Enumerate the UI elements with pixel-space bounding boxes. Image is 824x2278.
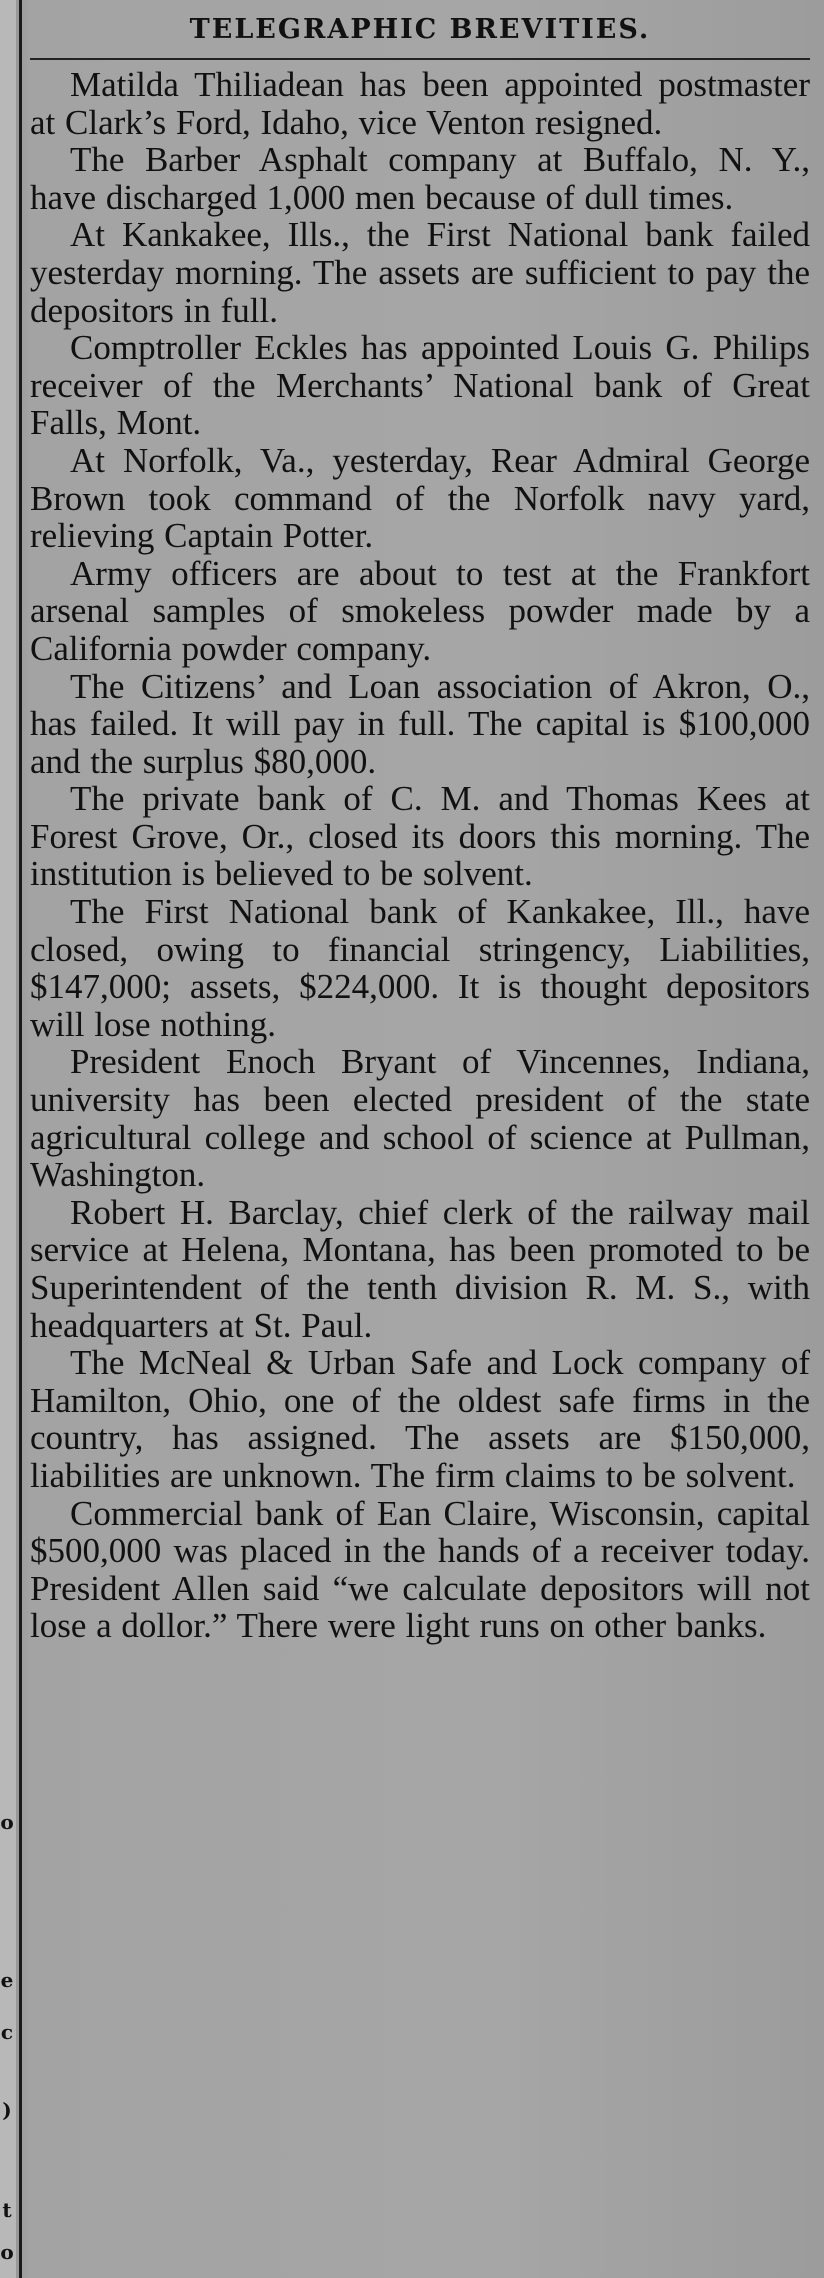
adjacent-column-fragments bbox=[0, 0, 16, 2278]
article-column bbox=[30, 0, 810, 1645]
news-item: The Citizens’ and Loan association of Akron, O., has failed. It will pay in full. The capital is $100,000 and the surplus $80,000. bbox=[30, 666, 810, 781]
news-item: Robert H. Barclay, chief clerk of the railway mail service at Helena, Montana, has been promoted to be Superintendent of the tenth division R. M. S., with headquarters at St. Paul. bbox=[30, 1192, 810, 1345]
gutter-fragment: o bbox=[0, 2240, 14, 2264]
gutter-fragment: e bbox=[0, 1968, 14, 1992]
news-item: The Barber Asphalt company at Buffalo, N. Y., have discharged 1,000 men because of dull times. bbox=[30, 140, 810, 217]
news-item: Matilda Thiliadean has been appointed postmaster at Clark’s Ford, Idaho, vice Venton resigned. bbox=[30, 65, 810, 142]
column-rule bbox=[19, 0, 22, 2278]
gutter-fragment: ) bbox=[2, 2098, 12, 2122]
news-item: The First National bank of Kankakee, Ill., have closed, owing to financial stringency, Liabilities, $147,000; assets, $224,000. It is thought depositors will lose nothing. bbox=[30, 892, 810, 1044]
gutter-fragment: c bbox=[0, 2020, 14, 2044]
article-headline: TELEGRAPHIC BREVITIES. bbox=[189, 14, 651, 45]
news-item: At Kankakee, Ills., the First National bank failed yesterday morning. The assets are sufficient to pay the depositors in full. bbox=[30, 215, 810, 330]
gutter-fragment: t bbox=[2, 2198, 12, 2222]
news-item: The McNeal & Urban Safe and Lock company of Hamilton, Ohio, one of the oldest safe firms in the country, has assigned. The assets are $150,000, liabilities are unknown. The firm claims to be solvent. bbox=[30, 1343, 810, 1495]
news-item: The private bank of C. M. and Thomas Kees at Forest Grove, Or., closed its doors this morning. The institution is believed to be solvent. bbox=[30, 779, 810, 894]
news-item: Commercial bank of Ean Claire, Wisconsin, capital $500,000 was placed in the hands of a receiver today. President Allen said “we calculate depositors will not lose a dollor.” There were light runs on other banks. bbox=[30, 1493, 810, 1646]
headline-rule bbox=[30, 58, 810, 60]
news-item: Comptroller Eckles has appointed Louis G. Philips receiver of the Merchants’ National bank of Great Falls, Mont. bbox=[30, 328, 810, 443]
news-item: Army officers are about to test at the Frankfort arsenal samples of smokeless powder made by a California powder company. bbox=[30, 553, 810, 668]
news-item: At Norfolk, Va., yesterday, Rear Admiral George Brown took command of the Norfolk navy yard, relieving Captain Potter. bbox=[30, 440, 810, 556]
news-item: President Enoch Bryant of Vincennes, Indiana, university has been elected president of the state agricultural college and school of science at Pullman, Washington. bbox=[30, 1042, 810, 1195]
gutter-fragment: o bbox=[0, 1810, 14, 1834]
